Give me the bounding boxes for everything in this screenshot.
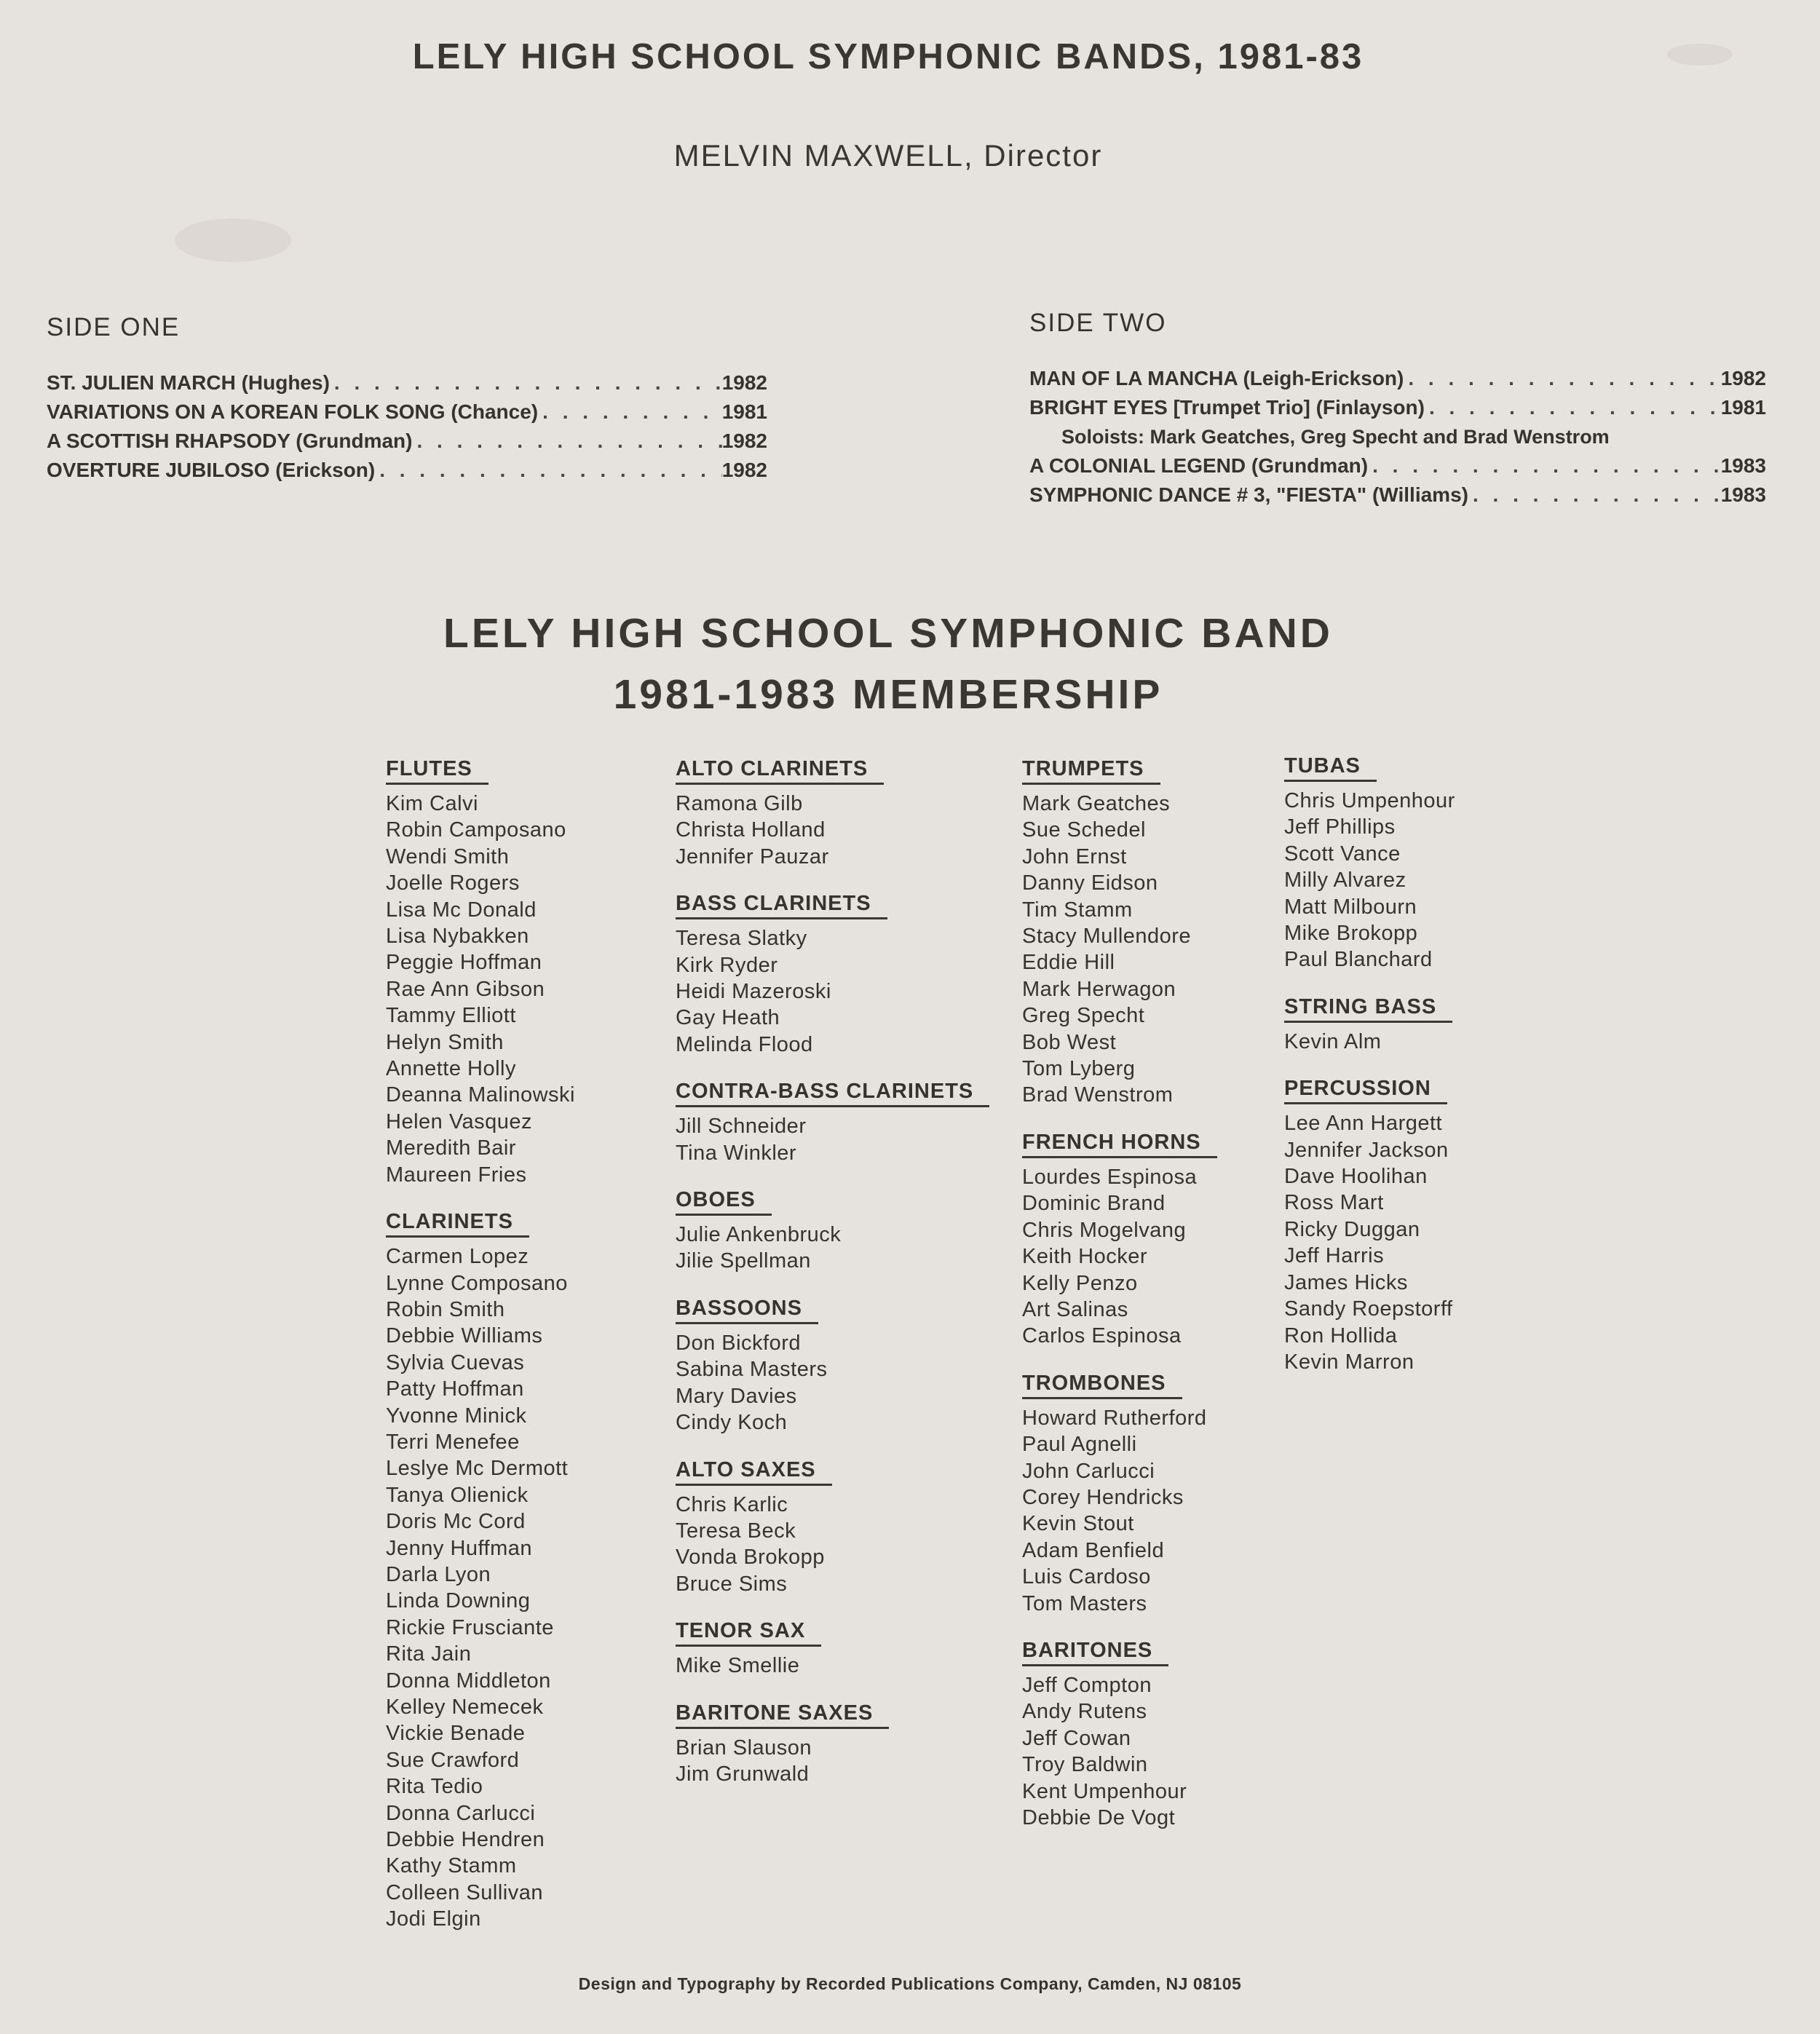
member-name: Jennifer Pauzar [676, 844, 829, 868]
member-name: Doris Mc Cord [386, 1510, 526, 1534]
leader-dots [375, 456, 722, 485]
section-heading: OBOES [676, 1188, 772, 1216]
track-row [1029, 393, 1766, 422]
member-name: Annette Holly [386, 1057, 516, 1081]
member-name: Kelly Penzo [1022, 1271, 1138, 1295]
member-name: Debbie Williams [386, 1324, 543, 1348]
member-name: Carlos Espinosa [1022, 1324, 1182, 1348]
scuff-mark [175, 218, 291, 262]
member-name: John Carlucci [1022, 1459, 1155, 1483]
track-title: OVERTURE JUBILOSO (Erickson) [47, 459, 376, 481]
album-title: LELY HIGH SCHOOL SYMPHONIC BANDS, 1981-83 [412, 37, 1364, 76]
member-list [676, 925, 989, 1058]
member-name: Kevin Stout [1022, 1512, 1134, 1536]
member-name: Sue Crawford [386, 1748, 520, 1772]
member-name: Stacy Mullendore [1022, 925, 1192, 949]
member-list [676, 1222, 989, 1275]
member-name: Troy Baldwin [1022, 1753, 1148, 1777]
member-name: Jeff Compton [1022, 1673, 1152, 1697]
instrument-section [676, 1080, 989, 1166]
leader-dots [1468, 480, 1721, 510]
member-name: Joelle Rogers [386, 871, 520, 895]
member-name: Mark Geatches [1022, 792, 1171, 815]
membership-column-2 [676, 757, 989, 1809]
leader-dots [1368, 451, 1721, 480]
member-name: Paul Agnelli [1022, 1433, 1137, 1457]
member-name: Tammy Elliott [386, 1004, 516, 1028]
member-name: Chris Mogelvang [1022, 1218, 1187, 1242]
member-name: Rita Jain [386, 1642, 472, 1666]
member-name: Don Bickford [676, 1331, 802, 1355]
member-name: Lourdes Espinosa [1022, 1165, 1198, 1189]
track-title: A COLONIAL LEGEND (Grundman) [1029, 454, 1369, 477]
member-name: Teresa Slatky [676, 927, 807, 951]
member-name: Wendi Smith [386, 844, 510, 868]
section-heading: BASS CLARINETS [676, 892, 887, 919]
track-title: MAN OF LA MANCHA (Leigh-Erickson) [1029, 367, 1404, 389]
member-name: Yvonne Minick [386, 1404, 527, 1428]
member-name: Patty Hoffman [386, 1377, 524, 1401]
section-heading: FLUTES [386, 757, 488, 785]
track-title: A SCOTTISH RHAPSODY (Grundman) [47, 430, 413, 452]
leader-dots [538, 397, 722, 427]
member-name: Maureen Fries [386, 1163, 527, 1187]
instrument-section [676, 1297, 989, 1436]
member-name: Mike Smellie [676, 1654, 800, 1678]
instrument-section [676, 1188, 989, 1275]
member-name: Mary Davies [676, 1384, 797, 1408]
side-one-tracklist [47, 313, 767, 485]
member-name: Dominic Brand [1022, 1192, 1166, 1216]
member-name: Sandy Roepstorff [1284, 1297, 1453, 1321]
member-name: Lisa Nybakken [386, 925, 529, 949]
membership-title-line-1: LELY HIGH SCHOOL SYMPHONIC BAND [443, 610, 1333, 657]
member-name: Mark Herwagon [1022, 977, 1176, 1001]
member-name: Jeff Harris [1284, 1244, 1385, 1268]
track-row [1029, 451, 1766, 480]
section-heading: CONTRA-BASS CLARINETS [676, 1080, 989, 1107]
member-list [676, 1113, 989, 1166]
membership-title [0, 603, 1776, 725]
track-year: 1982 [721, 371, 767, 394]
section-heading: CLARINETS [386, 1210, 529, 1238]
member-name: Eddie Hill [1022, 951, 1115, 975]
track-year: 1982 [1720, 367, 1766, 389]
member-name: Adam Benfield [1022, 1538, 1165, 1562]
track-year: 1981 [1720, 396, 1766, 419]
member-name: Chris Karlic [676, 1492, 788, 1516]
instrument-section [1022, 1372, 1217, 1617]
track-row [1029, 364, 1766, 393]
member-name: Tom Lyberg [1022, 1057, 1136, 1081]
leader-dots [330, 368, 722, 397]
member-name: Kelley Nemecek [386, 1695, 544, 1719]
member-name: Kim Calvi [386, 792, 478, 815]
member-name: Heidi Mazeroski [676, 980, 831, 1004]
track-row [47, 456, 767, 485]
membership-column-4 [1284, 754, 1455, 1397]
director-credit: MELVIN MAXWELL, Director [673, 138, 1103, 173]
member-list [1022, 1405, 1217, 1617]
member-name: Peggie Hoffman [386, 951, 542, 975]
member-name: Sylvia Cuevas [386, 1350, 525, 1374]
member-name: Kathy Stamm [386, 1854, 517, 1878]
track-row [47, 397, 767, 427]
section-heading: ALTO SAXES [676, 1458, 832, 1486]
member-name: Mike Brokopp [1284, 922, 1418, 946]
section-heading: TENOR SAX [676, 1619, 821, 1647]
member-name: Teresa Beck [676, 1519, 796, 1543]
member-name: Rickie Frusciante [386, 1615, 554, 1639]
member-name: Jennifer Jackson [1284, 1138, 1449, 1162]
section-heading: STRING BASS [1284, 995, 1452, 1023]
member-name: Jeff Phillips [1284, 815, 1396, 839]
member-name: Jenny Huffman [386, 1536, 533, 1560]
track-row [1029, 480, 1766, 510]
member-name: Tina Winkler [676, 1141, 797, 1165]
member-list [1022, 791, 1217, 1109]
member-name: Andy Rutens [1022, 1700, 1147, 1724]
instrument-section [676, 1701, 989, 1788]
member-name: Matt Milbourn [1284, 895, 1417, 919]
member-name: Lisa Mc Donald [386, 898, 537, 922]
member-list [1022, 1164, 1217, 1350]
footer-credit: Design and Typography by Recorded Publications Company, Camden, NJ 08105 [578, 1974, 1242, 1993]
member-list [676, 1330, 989, 1436]
member-list [1284, 1029, 1455, 1055]
member-name: Milly Alvarez [1284, 868, 1406, 893]
member-name: John Ernst [1022, 844, 1127, 868]
member-name: Deanna Malinowski [386, 1083, 575, 1107]
member-name: Jill Schneider [676, 1115, 807, 1139]
track-title: ST. JULIEN MARCH (Hughes) [47, 371, 330, 394]
member-name: Kent Umpenhour [1022, 1779, 1187, 1803]
membership-column-1 [386, 757, 575, 1955]
member-name: Christa Holland [676, 818, 826, 842]
member-list [386, 791, 575, 1188]
section-heading: TRUMPETS [1022, 757, 1160, 785]
member-name: Tim Stamm [1022, 898, 1133, 922]
member-name: Rita Tedio [386, 1775, 483, 1799]
member-name: Helyn Smith [386, 1030, 504, 1054]
member-name: Scott Vance [1284, 842, 1401, 866]
member-name: Tom Masters [1022, 1591, 1147, 1615]
member-name: Ramona Gilb [676, 792, 803, 815]
member-name: Paul Blanchard [1284, 948, 1433, 972]
member-name: Robin Camposano [386, 818, 566, 842]
member-name: Darla Lyon [386, 1562, 491, 1586]
member-name: Jeff Cowan [1022, 1726, 1131, 1750]
member-name: Melinda Flood [676, 1032, 813, 1056]
member-name: Tanya Olienick [386, 1483, 529, 1507]
member-name: Linda Downing [386, 1589, 531, 1613]
section-heading: TROMBONES [1022, 1372, 1182, 1399]
member-name: Jim Grunwald [676, 1762, 810, 1786]
instrument-section [676, 757, 989, 870]
member-name: Debbie Hendren [386, 1828, 545, 1852]
member-name: Ricky Duggan [1284, 1217, 1420, 1241]
instrument-section [1022, 1639, 1217, 1831]
member-name: Kevin Marron [1284, 1350, 1415, 1374]
member-name: Debbie De Vogt [1022, 1806, 1176, 1829]
membership-title-line-2: 1981-1983 MEMBERSHIP [613, 671, 1163, 718]
member-list [676, 1492, 989, 1598]
member-name: Kirk Ryder [676, 953, 778, 977]
member-name: Danny Eidson [1022, 871, 1158, 895]
track-year: 1982 [721, 430, 767, 452]
member-name: Kevin Alm [1284, 1029, 1382, 1053]
member-name: Lee Ann Hargett [1284, 1112, 1443, 1136]
member-name: Brad Wenstrom [1022, 1083, 1174, 1107]
member-name: Jilie Spellman [676, 1249, 811, 1273]
track-year: 1983 [1720, 483, 1766, 506]
member-list [676, 791, 989, 870]
section-heading: ALTO CLARINETS [676, 757, 884, 785]
leader-dots [412, 427, 721, 456]
member-name: Julie Ankenbruck [676, 1223, 842, 1247]
member-name: Leslye Mc Dermott [386, 1457, 569, 1481]
member-list [676, 1653, 989, 1679]
member-name: Howard Rutherford [1022, 1406, 1207, 1430]
member-name: Bruce Sims [676, 1572, 788, 1596]
member-name: James Hicks [1284, 1270, 1408, 1294]
member-name: Robin Smith [386, 1297, 505, 1321]
instrument-section [676, 1619, 989, 1679]
member-list [676, 1735, 989, 1788]
member-name: Chris Umpenhour [1284, 789, 1455, 812]
member-name: Gay Heath [676, 1006, 780, 1030]
member-name: Luis Cardoso [1022, 1565, 1151, 1589]
instrument-section [386, 757, 575, 1188]
track-year: 1983 [1720, 454, 1766, 477]
side-two-heading: SIDE TWO [1029, 309, 1167, 337]
instrument-section [1022, 1131, 1217, 1350]
track-title: BRIGHT EYES [Trumpet Trio] (Finlayson) [1029, 396, 1425, 419]
member-name: Meredith Bair [386, 1136, 516, 1160]
member-name: Carmen Lopez [386, 1245, 529, 1269]
soloists-note: Soloists: Mark Geatches, Greg Specht and Brad Wenstrom [1061, 426, 1610, 448]
member-name: Ross Mart [1284, 1191, 1384, 1215]
member-name: Sabina Masters [676, 1358, 828, 1382]
member-name: Keith Hocker [1022, 1245, 1148, 1269]
instrument-section [1284, 754, 1455, 973]
side-two-tracklist [1029, 309, 1766, 510]
member-name: Rae Ann Gibson [386, 977, 545, 1001]
track-row [47, 427, 767, 456]
member-name: Brian Slauson [676, 1736, 812, 1760]
side-one-heading: SIDE ONE [47, 313, 181, 341]
track-title: SYMPHONIC DANCE # 3, "FIESTA" (Williams) [1029, 483, 1468, 506]
track-title: VARIATIONS ON A KOREAN FOLK SONG (Chance) [47, 400, 539, 423]
instrument-section [676, 892, 989, 1058]
membership-column-3 [1022, 757, 1217, 1853]
member-name: Greg Specht [1022, 1004, 1145, 1028]
section-heading: TUBAS [1284, 754, 1377, 782]
member-list [1284, 788, 1455, 973]
member-name: Vonda Brokopp [676, 1546, 825, 1570]
member-name: Dave Hoolihan [1284, 1165, 1428, 1189]
member-name: Ron Hollida [1284, 1323, 1398, 1348]
leader-dots [1425, 393, 1721, 422]
section-heading: BARITONES [1022, 1639, 1168, 1666]
section-heading: BARITONE SAXES [676, 1701, 889, 1729]
member-list [386, 1243, 575, 1933]
member-name: Art Salinas [1022, 1297, 1128, 1321]
track-row [47, 368, 767, 397]
member-name: Corey Hendricks [1022, 1485, 1184, 1509]
instrument-section [1284, 1077, 1455, 1375]
member-name: Lynne Composano [386, 1271, 568, 1295]
member-list [1284, 1110, 1455, 1375]
member-name: Bob West [1022, 1030, 1117, 1054]
instrument-section [1284, 995, 1455, 1055]
member-name: Donna Middleton [386, 1669, 551, 1693]
leader-dots [1404, 364, 1720, 393]
section-heading: FRENCH HORNS [1022, 1131, 1217, 1158]
track-year: 1982 [721, 459, 767, 481]
track-year: 1981 [721, 400, 767, 423]
member-name: Donna Carlucci [386, 1801, 536, 1825]
member-name: Jodi Elgin [386, 1907, 481, 1931]
instrument-section [386, 1210, 575, 1933]
member-name: Cindy Koch [676, 1411, 788, 1435]
member-list [1022, 1672, 1217, 1831]
instrument-section [676, 1458, 989, 1598]
member-name: Terri Menefee [386, 1430, 520, 1454]
member-name: Colleen Sullivan [386, 1880, 543, 1904]
member-name: Helen Vasquez [386, 1109, 533, 1133]
section-heading: PERCUSSION [1284, 1077, 1447, 1104]
instrument-section [1022, 757, 1217, 1109]
section-heading: BASSOONS [676, 1297, 818, 1324]
member-name: Sue Schedel [1022, 818, 1146, 842]
member-name: Vickie Benade [386, 1722, 526, 1746]
